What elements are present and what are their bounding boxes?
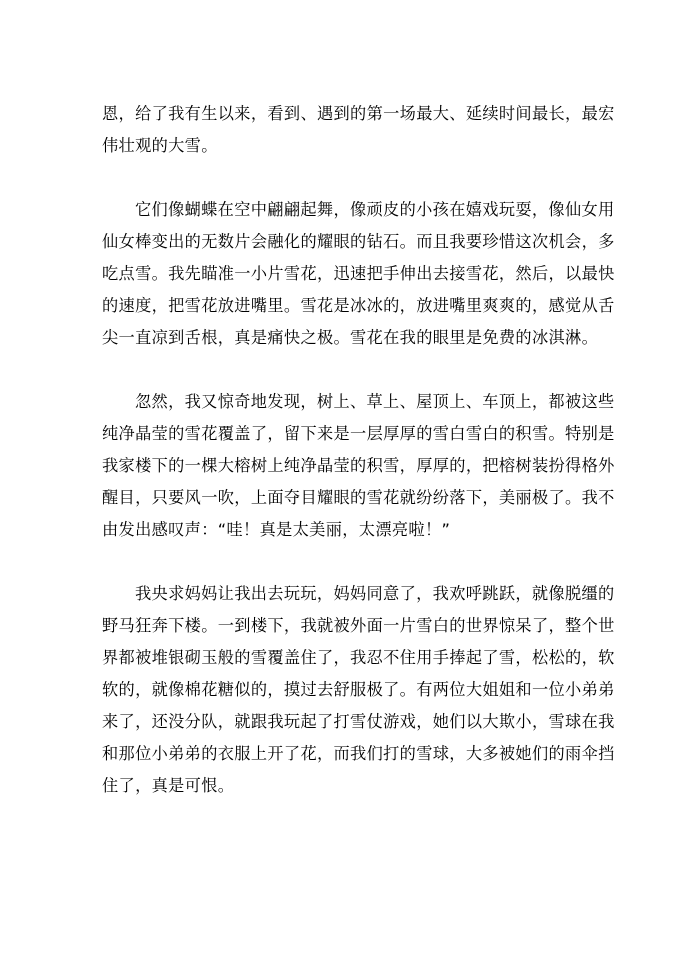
text-line: 伟壮观的大雪。	[102, 136, 218, 155]
paragraph-3	[102, 386, 615, 546]
document-body	[102, 98, 615, 834]
paragraph-2	[102, 194, 615, 354]
text-line: 吃点雪。我先瞄准一小片雪花，迅速把手伸出去接雪花，然后，以最快	[102, 264, 615, 283]
text-line: 和那位小弟弟的衣服上开了花，而我们打的雪球，大多被她们的雨伞挡	[102, 744, 615, 763]
text-line: 界都被堆银砌玉般的雪覆盖住了，我忍不住用手捧起了雪，松松的，软	[102, 648, 615, 667]
text-line: 的速度，把雪花放进嘴里。雪花是冰冰的，放进嘴里爽爽的，感觉从舌	[102, 296, 615, 315]
text-line: 由发出感叹声：“哇！真是太美丽，太漂亮啦！”	[102, 520, 451, 539]
text-line: 我家楼下的一棵大榕树上纯净晶莹的积雪，厚厚的，把榕树装扮得格外	[102, 456, 615, 475]
text-line: 软的，就像棉花糖似的，摸过去舒服极了。有两位大姐姐和一位小弟弟	[102, 680, 615, 699]
text-line: 我央求妈妈让我出去玩玩，妈妈同意了，我欢呼跳跃，就像脱缰的	[135, 584, 615, 603]
text-line: 忽然，我又惊奇地发现，树上、草上、屋顶上、车顶上，都被这些	[135, 392, 615, 411]
text-line: 仙女棒变出的无数片会融化的耀眼的钻石。而且我要珍惜这次机会，多	[102, 232, 615, 251]
text-line: 野马狂奔下楼。一到楼下，我就被外面一片雪白的世界惊呆了，整个世	[102, 616, 615, 635]
text-line: 住了，真是可恨。	[102, 776, 235, 795]
paragraph-4	[102, 578, 615, 802]
text-line: 纯净晶莹的雪花覆盖了，留下来是一层厚厚的雪白雪白的积雪。特别是	[102, 424, 615, 443]
text-line: 它们像蝴蝶在空中翩翩起舞，像顽皮的小孩在嬉戏玩耍，像仙女用	[135, 200, 615, 219]
paragraph-1	[102, 98, 615, 162]
text-line: 恩，给了我有生以来，看到、遇到的第一场最大、延续时间最长，最宏	[102, 104, 615, 123]
text-line: 尖一直凉到舌根，真是痛快之极。雪花在我的眼里是免费的冰淇淋。	[102, 328, 599, 347]
text-line: 来了，还没分队，就跟我玩起了打雪仗游戏，她们以大欺小，雪球在我	[102, 712, 615, 731]
text-line: 醒目，只要风一吹，上面夺目耀眼的雪花就纷纷落下，美丽极了。我不	[102, 488, 615, 507]
